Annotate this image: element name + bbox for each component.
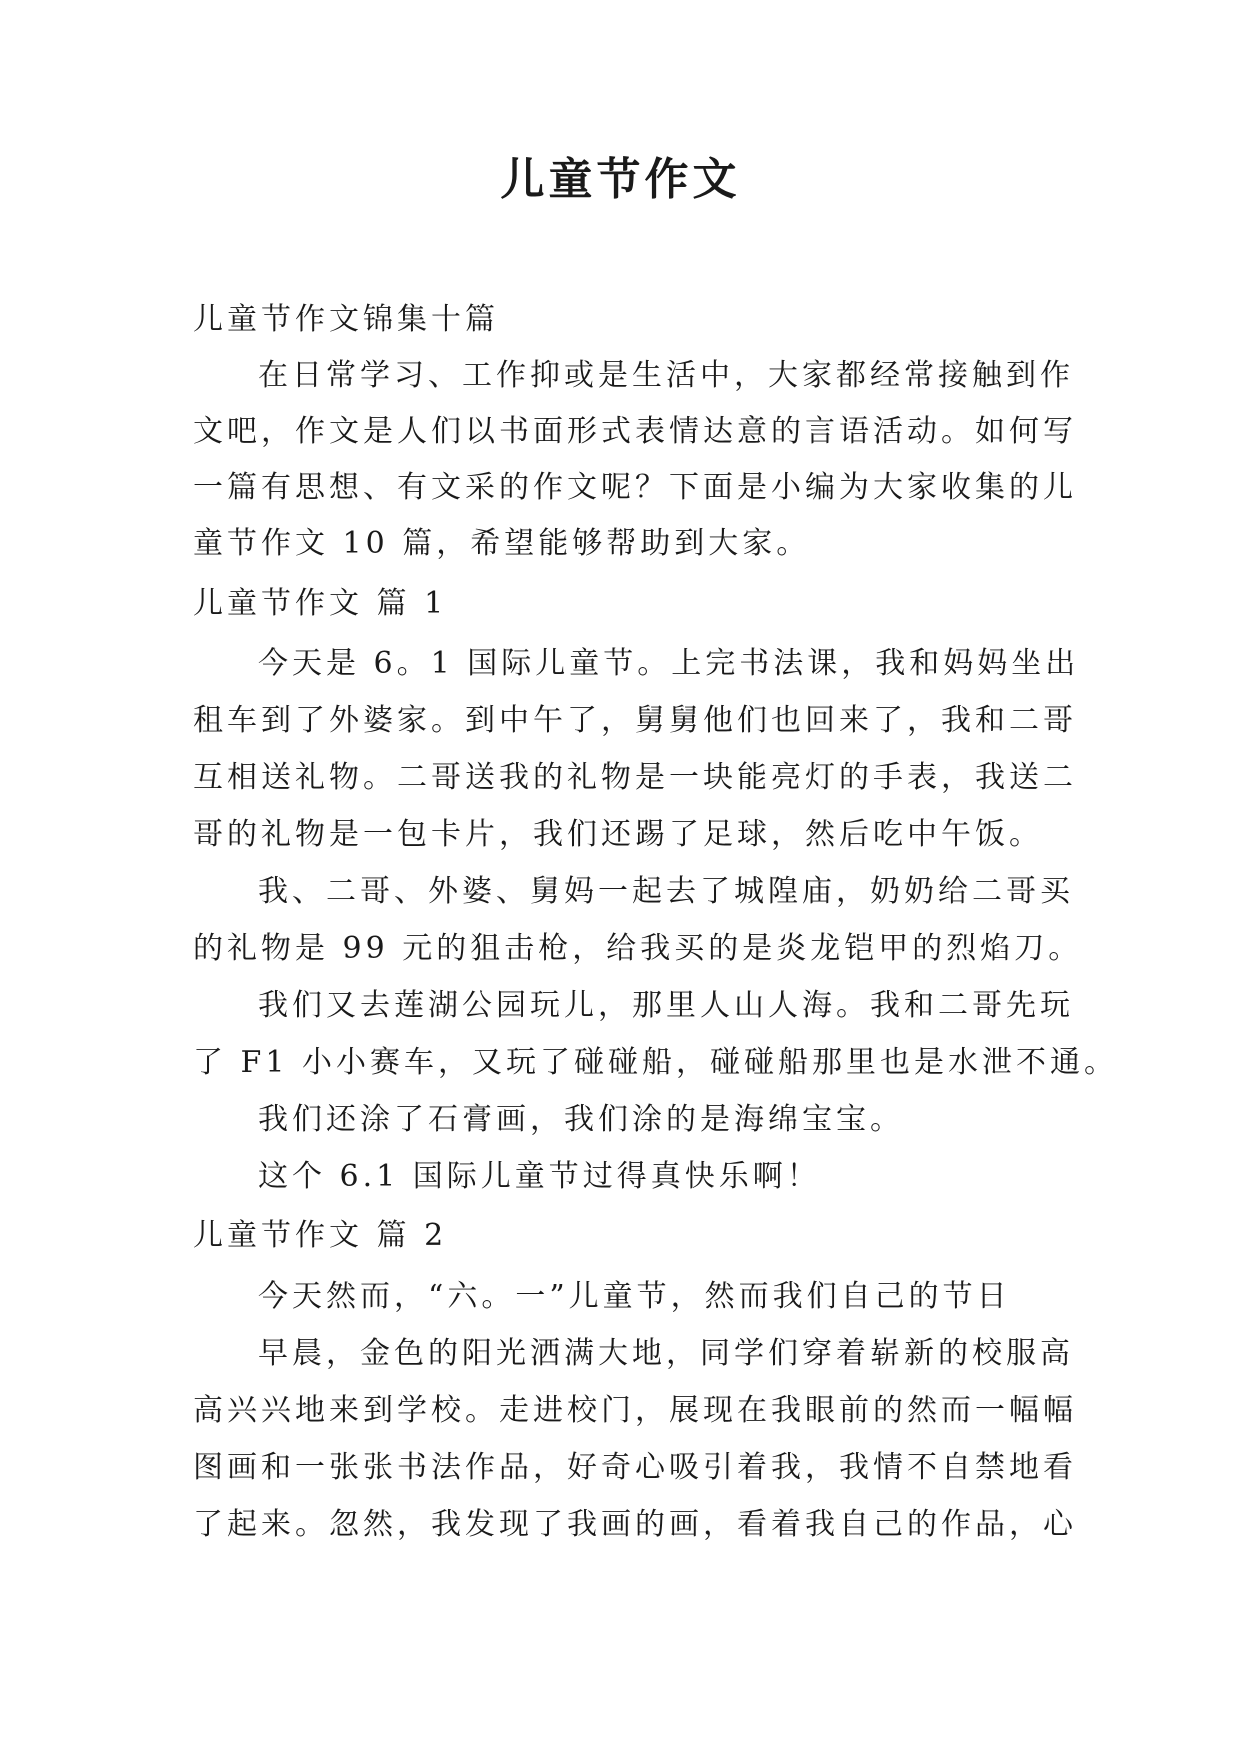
essay-heading: 儿童节作文 篇 2 <box>193 1218 448 1253</box>
intro-line: 一篇有思想、有文采的作文呢？下面是小编为大家收集的儿 <box>193 470 1077 505</box>
essay-line: 我们又去莲湖公园玩儿，那里人山人海。我和二哥先玩 <box>258 988 1074 1023</box>
essay-line: 今天然而，“六。一”儿童节，然而我们自己的节日 <box>258 1279 1011 1314</box>
essay-line: 早晨，金色的阳光洒满大地，同学们穿着崭新的校服高 <box>258 1336 1074 1371</box>
essay-line: 今天是 6。1 国际儿童节。上完书法课，我和妈妈坐出 <box>258 646 1080 681</box>
essay-line: 高兴兴地来到学校。走进校门，展现在我眼前的然而一幅幅 <box>193 1393 1077 1428</box>
essay-line: 哥的礼物是一包卡片，我们还踢了足球，然后吃中午饭。 <box>193 817 1043 852</box>
collection-heading: 儿童节作文锦集十篇 <box>193 302 499 337</box>
intro-line: 童节作文 10 篇，希望能够帮助到大家。 <box>193 526 811 561</box>
essay-line: 互相送礼物。二哥送我的礼物是一块能亮灯的手表，我送二 <box>193 760 1077 795</box>
essay-line: 了起来。忽然，我发现了我画的画，看着我自己的作品，心 <box>193 1507 1077 1542</box>
essay-line: 这个 6.1 国际儿童节过得真快乐啊！ <box>258 1159 821 1194</box>
essay-line: 了 F1 小小赛车，又玩了碰碰船，碰碰船那里也是水泄不通。 <box>193 1045 1118 1080</box>
essay-line: 我们还涂了石膏画，我们涂的是海绵宝宝。 <box>258 1102 904 1137</box>
essay-line: 租车到了外婆家。到中午了，舅舅他们也回来了，我和二哥 <box>193 703 1077 738</box>
essay-line: 的礼物是 99 元的狙击枪，给我买的是炎龙铠甲的烈焰刀。 <box>193 931 1083 966</box>
essay-line: 我、二哥、外婆、舅妈一起去了城隍庙，奶奶给二哥买 <box>258 874 1074 909</box>
essay-heading: 儿童节作文 篇 1 <box>193 586 448 621</box>
essay-line: 图画和一张张书法作品，好奇心吸引着我，我情不自禁地看 <box>193 1450 1077 1485</box>
intro-line: 文吧，作文是人们以书面形式表情达意的言语活动。如何写 <box>193 414 1077 449</box>
document-title: 儿童节作文 <box>500 154 741 205</box>
intro-line: 在日常学习、工作抑或是生活中，大家都经常接触到作 <box>258 358 1074 393</box>
